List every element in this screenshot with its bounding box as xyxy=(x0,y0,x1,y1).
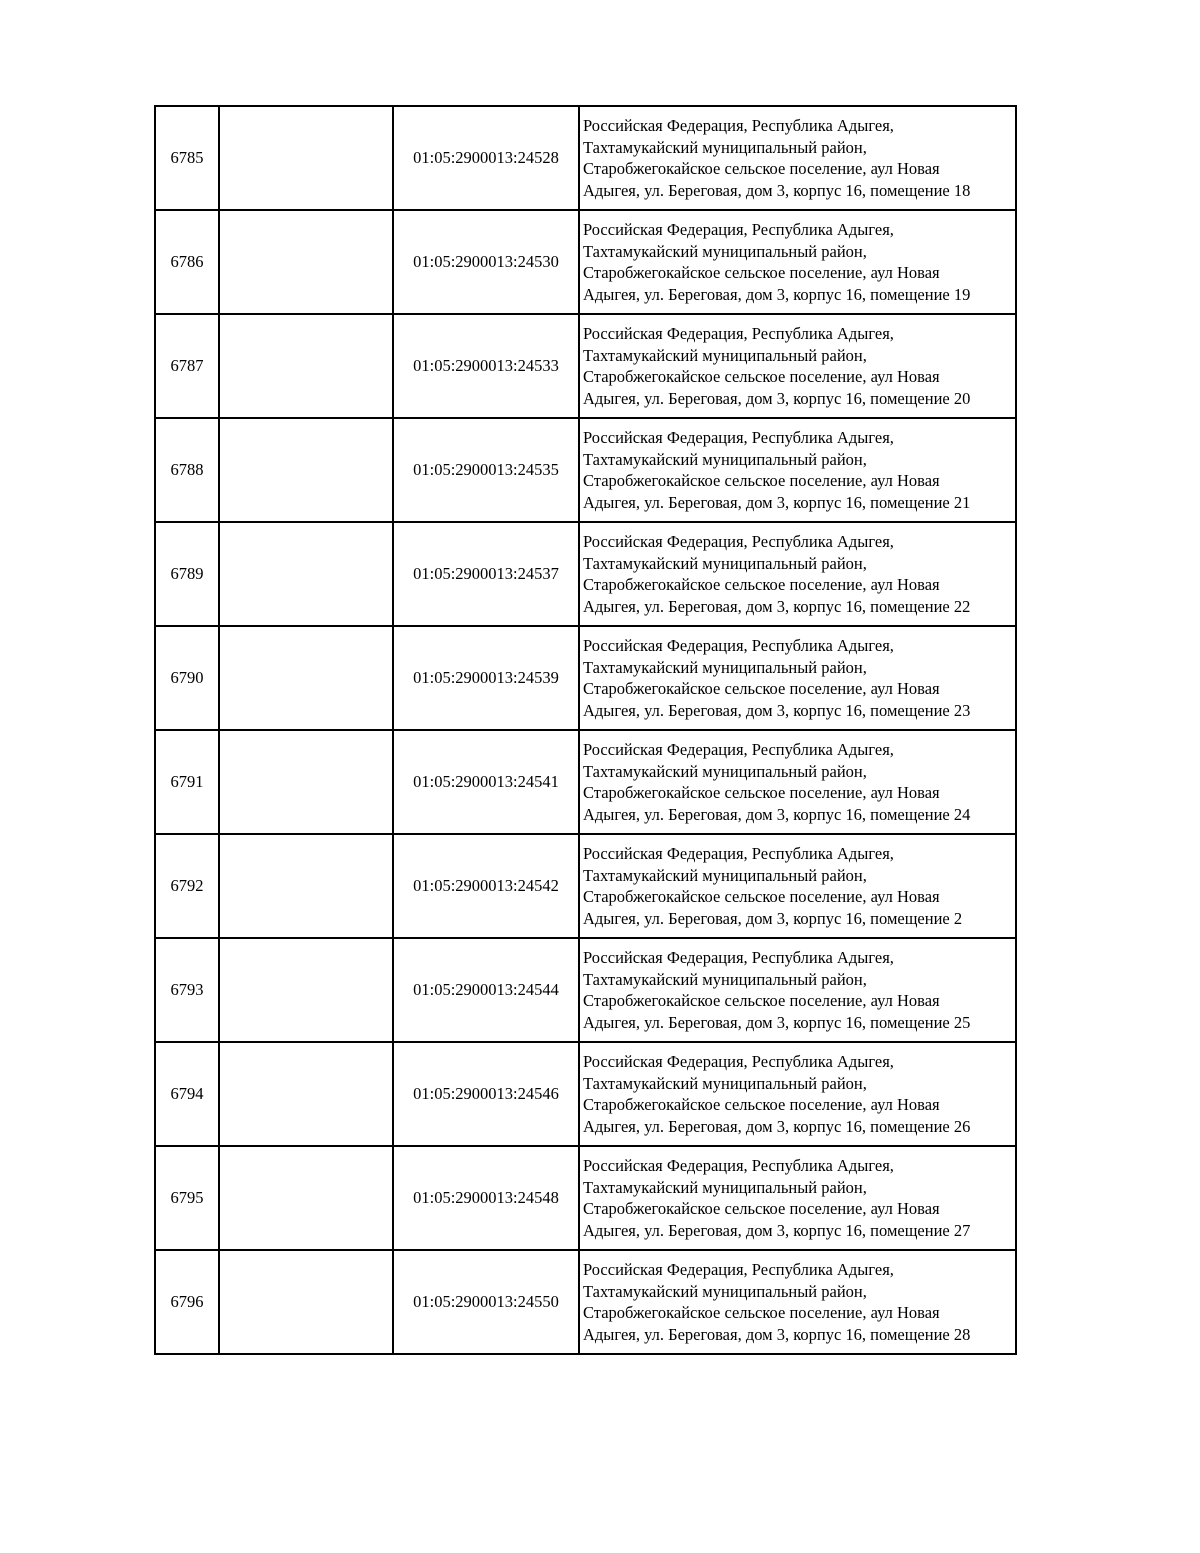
object-name-cell xyxy=(219,1042,393,1146)
address-cell xyxy=(579,106,1016,210)
table-row xyxy=(155,210,1016,314)
address-line: Российская Федерация, Республика Адыгея, xyxy=(583,324,894,343)
object-name-cell xyxy=(219,1146,393,1250)
address-line: Тахтамукайский муниципальный район, xyxy=(583,1073,867,1093)
record-number-cell: 6791 xyxy=(155,730,219,834)
address-line: Российская Федерация, Республика Адыгея, xyxy=(583,1052,894,1071)
record-number-cell: 6787 xyxy=(155,314,219,418)
address-line: Тахтамукайский муниципальный район, xyxy=(583,137,867,157)
address-line: Адыгея, ул. Береговая, дом 3, корпус 16, помещение 19 xyxy=(583,284,971,304)
cadastral-number-cell: 01:05:2900013:24528 xyxy=(393,106,579,210)
address-line: Адыгея, ул. Береговая, дом 3, корпус 16, помещение 25 xyxy=(583,1012,971,1032)
address-line: Адыгея, ул. Береговая, дом 3, корпус 16, помещение 20 xyxy=(583,388,971,408)
address-line: Старобжегокайское сельское поселение, аул Новая xyxy=(583,575,940,594)
table-row xyxy=(155,1042,1016,1146)
address-line: Российская Федерация, Республика Адыгея, xyxy=(583,1260,894,1279)
table-row xyxy=(155,938,1016,1042)
address-line: Российская Федерация, Республика Адыгея, xyxy=(583,844,894,863)
address-line: Тахтамукайский муниципальный район, xyxy=(583,657,867,677)
record-number-cell: 6793 xyxy=(155,938,219,1042)
record-number-cell: 6790 xyxy=(155,626,219,730)
object-name-cell xyxy=(219,106,393,210)
record-number-cell: 6795 xyxy=(155,1146,219,1250)
property-registry-table xyxy=(154,105,1017,1355)
address-cell xyxy=(579,314,1016,418)
address-line: Тахтамукайский муниципальный район, xyxy=(583,865,867,885)
address-line: Адыгея, ул. Береговая, дом 3, корпус 16, помещение 28 xyxy=(583,1324,971,1344)
cadastral-number-cell: 01:05:2900013:24544 xyxy=(393,938,579,1042)
object-name-cell xyxy=(219,522,393,626)
table-row xyxy=(155,106,1016,210)
address-line: Старобжегокайское сельское поселение, аул Новая xyxy=(583,263,940,282)
address-line: Тахтамукайский муниципальный район, xyxy=(583,1177,867,1197)
address-cell xyxy=(579,730,1016,834)
cadastral-number-cell: 01:05:2900013:24539 xyxy=(393,626,579,730)
address-line: Тахтамукайский муниципальный район, xyxy=(583,1281,867,1301)
table-row xyxy=(155,1250,1016,1354)
object-name-cell xyxy=(219,418,393,522)
object-name-cell xyxy=(219,730,393,834)
cadastral-number-cell: 01:05:2900013:24550 xyxy=(393,1250,579,1354)
record-number-cell: 6796 xyxy=(155,1250,219,1354)
address-cell xyxy=(579,210,1016,314)
address-cell xyxy=(579,1146,1016,1250)
table-row xyxy=(155,314,1016,418)
table-row xyxy=(155,834,1016,938)
address-line: Российская Федерация, Республика Адыгея, xyxy=(583,428,894,447)
object-name-cell xyxy=(219,834,393,938)
record-number-cell: 6788 xyxy=(155,418,219,522)
registry-table-body xyxy=(155,106,1016,1354)
cadastral-number-cell: 01:05:2900013:24530 xyxy=(393,210,579,314)
address-line: Старобжегокайское сельское поселение, аул Новая xyxy=(583,471,940,490)
cadastral-number-cell: 01:05:2900013:24548 xyxy=(393,1146,579,1250)
table-row xyxy=(155,522,1016,626)
address-line: Старобжегокайское сельское поселение, аул Новая xyxy=(583,367,940,386)
address-line: Российская Федерация, Республика Адыгея, xyxy=(583,116,894,135)
address-line: Адыгея, ул. Береговая, дом 3, корпус 16, помещение 21 xyxy=(583,492,971,512)
address-line: Российская Федерация, Республика Адыгея, xyxy=(583,636,894,655)
table-row xyxy=(155,1146,1016,1250)
table-row xyxy=(155,418,1016,522)
cadastral-number-cell: 01:05:2900013:24537 xyxy=(393,522,579,626)
cadastral-number-cell: 01:05:2900013:24542 xyxy=(393,834,579,938)
object-name-cell xyxy=(219,626,393,730)
address-cell xyxy=(579,938,1016,1042)
address-cell xyxy=(579,834,1016,938)
object-name-cell xyxy=(219,314,393,418)
address-line: Российская Федерация, Республика Адыгея, xyxy=(583,1156,894,1175)
cadastral-number-cell: 01:05:2900013:24541 xyxy=(393,730,579,834)
address-line: Адыгея, ул. Береговая, дом 3, корпус 16, помещение 26 xyxy=(583,1116,971,1136)
cadastral-number-cell: 01:05:2900013:24533 xyxy=(393,314,579,418)
address-line: Адыгея, ул. Береговая, дом 3, корпус 16, помещение 24 xyxy=(583,804,971,824)
cadastral-number-cell: 01:05:2900013:24535 xyxy=(393,418,579,522)
record-number-cell: 6786 xyxy=(155,210,219,314)
address-line: Российская Федерация, Республика Адыгея, xyxy=(583,532,894,551)
record-number-cell: 6789 xyxy=(155,522,219,626)
address-line: Адыгея, ул. Береговая, дом 3, корпус 16, помещение 27 xyxy=(583,1220,971,1240)
object-name-cell xyxy=(219,938,393,1042)
address-line: Тахтамукайский муниципальный район, xyxy=(583,553,867,573)
address-cell xyxy=(579,626,1016,730)
address-line: Старобжегокайское сельское поселение, аул Новая xyxy=(583,783,940,802)
address-line: Тахтамукайский муниципальный район, xyxy=(583,969,867,989)
address-line: Старобжегокайское сельское поселение, аул Новая xyxy=(583,1095,940,1114)
address-line: Адыгея, ул. Береговая, дом 3, корпус 16, помещение 2 xyxy=(583,908,963,928)
address-line: Тахтамукайский муниципальный район, xyxy=(583,449,867,469)
address-line: Адыгея, ул. Береговая, дом 3, корпус 16, помещение 18 xyxy=(583,180,971,200)
table-row xyxy=(155,730,1016,834)
record-number-cell: 6794 xyxy=(155,1042,219,1146)
address-line: Тахтамукайский муниципальный район, xyxy=(583,241,867,261)
address-line: Старобжегокайское сельское поселение, аул Новая xyxy=(583,1303,940,1322)
address-line: Адыгея, ул. Береговая, дом 3, корпус 16, помещение 23 xyxy=(583,700,971,720)
address-line: Тахтамукайский муниципальный район, xyxy=(583,345,867,365)
address-line: Старобжегокайское сельское поселение, аул Новая xyxy=(583,159,940,178)
object-name-cell xyxy=(219,210,393,314)
address-line: Российская Федерация, Республика Адыгея, xyxy=(583,948,894,967)
record-number-cell: 6792 xyxy=(155,834,219,938)
address-line: Старобжегокайское сельское поселение, аул Новая xyxy=(583,887,940,906)
object-name-cell xyxy=(219,1250,393,1354)
record-number-cell: 6785 xyxy=(155,106,219,210)
address-cell xyxy=(579,522,1016,626)
table-row xyxy=(155,626,1016,730)
address-line: Старобжегокайское сельское поселение, аул Новая xyxy=(583,679,940,698)
address-line: Старобжегокайское сельское поселение, аул Новая xyxy=(583,991,940,1010)
address-cell xyxy=(579,1250,1016,1354)
cadastral-number-cell: 01:05:2900013:24546 xyxy=(393,1042,579,1146)
address-cell xyxy=(579,418,1016,522)
address-line: Адыгея, ул. Береговая, дом 3, корпус 16, помещение 22 xyxy=(583,596,971,616)
address-line: Старобжегокайское сельское поселение, аул Новая xyxy=(583,1199,940,1218)
address-line: Российская Федерация, Республика Адыгея, xyxy=(583,740,894,759)
address-line: Российская Федерация, Республика Адыгея, xyxy=(583,220,894,239)
address-line: Тахтамукайский муниципальный район, xyxy=(583,761,867,781)
address-cell xyxy=(579,1042,1016,1146)
